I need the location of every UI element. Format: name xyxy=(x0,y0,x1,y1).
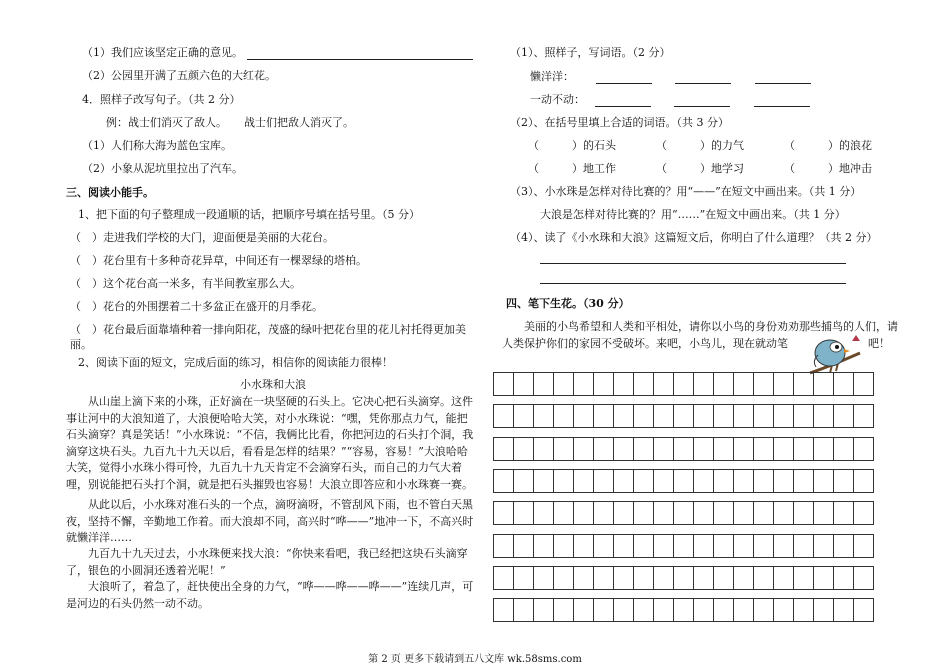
grid-cell[interactable] xyxy=(833,372,854,396)
grid-cell[interactable] xyxy=(753,372,774,396)
grid-cell[interactable] xyxy=(613,372,634,396)
grid-cell[interactable] xyxy=(753,469,774,493)
rewrite-2: （2）小象从泥坑里拉出了汽车。 xyxy=(82,162,243,175)
grid-cell[interactable] xyxy=(593,534,614,558)
grid-cell[interactable] xyxy=(693,437,714,461)
grid-cell[interactable] xyxy=(713,566,734,590)
grid-cell[interactable] xyxy=(693,372,714,396)
grid-cell[interactable] xyxy=(713,534,734,558)
fill-question: （2）、在括号里填上合适的词语。（共 3 分） xyxy=(510,116,729,129)
answer-line[interactable] xyxy=(675,71,731,84)
dotted-question: 大浪是怎样对待比赛的？用“……”在短文中画出来。（共 1 分） xyxy=(540,208,846,221)
grid-cell[interactable] xyxy=(593,598,614,622)
grid-cell[interactable] xyxy=(573,372,594,396)
grid-cell[interactable] xyxy=(673,534,694,558)
grid-cell[interactable] xyxy=(833,469,854,493)
grid-cell[interactable] xyxy=(533,437,554,461)
grid-cell[interactable] xyxy=(753,598,774,622)
grid-cell[interactable] xyxy=(773,534,794,558)
grid-cell[interactable] xyxy=(653,437,674,461)
word-row-2: 一动不动： xyxy=(530,93,810,107)
grid-cell[interactable] xyxy=(653,598,674,622)
grid-cell[interactable] xyxy=(693,598,714,622)
grid-cell[interactable] xyxy=(773,404,794,428)
bird-icon xyxy=(808,333,864,377)
grid-cell[interactable] xyxy=(613,501,634,525)
example-a: 例：战士们消灭了敌人。 xyxy=(106,116,227,129)
question-4: 4．照样子改写句子。（共 2 分） xyxy=(82,93,241,106)
grid-cell[interactable] xyxy=(553,404,574,428)
grid-cell[interactable] xyxy=(853,534,874,558)
grid-cell[interactable] xyxy=(673,404,694,428)
grid-cell[interactable] xyxy=(673,372,694,396)
grid-cell[interactable] xyxy=(593,469,614,493)
grid-cell[interactable] xyxy=(773,437,794,461)
grid-cell[interactable] xyxy=(513,566,534,590)
grid-cell[interactable] xyxy=(813,404,834,428)
word-row-1: 懒洋洋： xyxy=(530,70,811,84)
grid-cell[interactable] xyxy=(813,372,834,396)
answer-line[interactable] xyxy=(595,94,651,107)
grid-cell[interactable] xyxy=(713,404,734,428)
grid-cell[interactable] xyxy=(853,469,874,493)
grid-cell[interactable] xyxy=(853,404,874,428)
grid-cell[interactable] xyxy=(533,534,554,558)
grid-cell[interactable] xyxy=(793,404,814,428)
grid-cell[interactable] xyxy=(513,372,534,396)
grid-cell[interactable] xyxy=(793,566,814,590)
grid-cell[interactable] xyxy=(813,501,834,525)
grid-cell[interactable] xyxy=(673,437,694,461)
grid-cell[interactable] xyxy=(573,566,594,590)
grid-cell[interactable] xyxy=(493,469,514,493)
grid-cell[interactable] xyxy=(513,534,534,558)
grid-cell[interactable] xyxy=(853,566,874,590)
grid-cell[interactable] xyxy=(573,534,594,558)
sentence-1: （1）我们应该坚定正确的意见。 xyxy=(82,46,473,60)
grid-cell[interactable] xyxy=(733,501,754,525)
grid-cell[interactable] xyxy=(553,372,574,396)
grid-cell[interactable] xyxy=(813,534,834,558)
grid-cell[interactable] xyxy=(493,534,514,558)
grid-cell[interactable] xyxy=(693,501,714,525)
grid-cell[interactable] xyxy=(793,598,814,622)
grid-cell[interactable] xyxy=(613,469,634,493)
sentence-2: （2）公园里开满了五颜六色的大红花。 xyxy=(82,69,276,82)
words-question: （1）、照样子，写词语。（2 分） xyxy=(510,46,671,59)
grid-cell[interactable] xyxy=(653,501,674,525)
grid-cell[interactable] xyxy=(533,598,554,622)
grid-cell[interactable] xyxy=(693,566,714,590)
essay-prompt-end: 吧！ xyxy=(868,337,890,350)
grid-cell[interactable] xyxy=(753,404,774,428)
fill-3: （ ）的浪花 xyxy=(784,139,872,152)
grid-cell[interactable] xyxy=(653,404,674,428)
grid-cell[interactable] xyxy=(713,501,734,525)
grid-cell[interactable] xyxy=(613,598,634,622)
order-item-4: （ ）花台的外围摆着二十多盆正在盛开的月季花。 xyxy=(70,300,323,313)
grid-cell[interactable] xyxy=(753,437,774,461)
grid-cell[interactable] xyxy=(553,437,574,461)
grid-cell[interactable] xyxy=(633,469,654,493)
grid-cell[interactable] xyxy=(813,469,834,493)
answer-line[interactable] xyxy=(754,94,810,107)
order-item-2: （ ）花台里有十多种奇花异草，中间还有一棵翠绿的塔柏。 xyxy=(70,254,367,267)
grid-cell[interactable] xyxy=(573,404,594,428)
grid-cell[interactable] xyxy=(853,437,874,461)
answer-line[interactable] xyxy=(596,71,652,84)
grid-cell[interactable] xyxy=(673,598,694,622)
grid-cell[interactable] xyxy=(733,372,754,396)
fill-1: （ ）的石头 xyxy=(528,139,616,152)
grid-cell[interactable] xyxy=(813,598,834,622)
grid-cell[interactable] xyxy=(493,437,514,461)
grid-cell[interactable] xyxy=(833,598,854,622)
grid-cell[interactable] xyxy=(733,566,754,590)
rewrite-1: （1）人们称大海为蓝色宝库。 xyxy=(82,139,232,152)
grid-cell[interactable] xyxy=(633,437,654,461)
grid-cell[interactable] xyxy=(733,404,754,428)
grid-cell[interactable] xyxy=(513,404,534,428)
grid-cell[interactable] xyxy=(593,404,614,428)
grid-cell[interactable] xyxy=(633,598,654,622)
grid-cell[interactable] xyxy=(533,469,554,493)
grid-cell[interactable] xyxy=(493,501,514,525)
reading-question: 2、阅读下面的短文，完成后面的练习，相信你的阅读能力很棒！ xyxy=(78,356,393,369)
grid-cell[interactable] xyxy=(833,534,854,558)
grid-cell[interactable] xyxy=(513,598,534,622)
grid-cell[interactable] xyxy=(633,534,654,558)
grid-cell[interactable] xyxy=(773,598,794,622)
grid-cell[interactable] xyxy=(733,598,754,622)
essay-prompt-1: 美丽的小鸟希望和人类和平相处，请你以小鸟的身份劝劝那些捕鸟的人们，请 xyxy=(524,320,898,333)
grid-cell[interactable] xyxy=(773,372,794,396)
underline-question: （3）、小水珠是怎样对待比赛的？用“——”在短文中画出来。（共 1 分） xyxy=(510,185,862,198)
fill-4: （ ）地工作 xyxy=(528,162,616,175)
grid-cell[interactable] xyxy=(813,566,834,590)
grid-cell[interactable] xyxy=(593,372,614,396)
grid-cell[interactable] xyxy=(793,534,814,558)
grid-cell[interactable] xyxy=(653,566,674,590)
fill-6: （ ）地冲击 xyxy=(784,162,872,175)
grid-cell[interactable] xyxy=(693,404,714,428)
grid-cell[interactable] xyxy=(753,566,774,590)
grid-cell[interactable] xyxy=(633,566,654,590)
grid-cell[interactable] xyxy=(853,372,874,396)
grid-cell[interactable] xyxy=(853,598,874,622)
grid-cell[interactable] xyxy=(553,534,574,558)
story-paragraph-4: 大浪听了，着急了，赶快使出全身的力气，“哗——哗——哗——”连续几声，可是河边的石头仍然一动不动。 xyxy=(66,580,474,610)
grid-cell[interactable] xyxy=(633,372,654,396)
grid-cell[interactable] xyxy=(613,437,634,461)
grid-cell[interactable] xyxy=(573,501,594,525)
order-item-3: （ ）这个花台高一米多，有半间教室那么大。 xyxy=(70,277,301,290)
grid-cell[interactable] xyxy=(553,501,574,525)
grid-cell[interactable] xyxy=(673,469,694,493)
page-footer: 第 2 页 更多下载请到五八文库 wk.58sms.com xyxy=(368,654,582,665)
grid-cell[interactable] xyxy=(553,469,574,493)
grid-cell[interactable] xyxy=(653,534,674,558)
grid-cell[interactable] xyxy=(533,501,554,525)
grid-cell[interactable] xyxy=(713,372,734,396)
grid-cell[interactable] xyxy=(553,566,574,590)
grid-cell[interactable] xyxy=(793,469,814,493)
example-b: 战士们把敌人消灭了。 xyxy=(244,116,354,129)
grid-cell[interactable] xyxy=(713,469,734,493)
grid-cell[interactable] xyxy=(673,501,694,525)
grid-cell[interactable] xyxy=(693,534,714,558)
grid-cell[interactable] xyxy=(593,566,614,590)
grid-cell[interactable] xyxy=(713,437,734,461)
grid-cell[interactable] xyxy=(753,534,774,558)
grid-cell[interactable] xyxy=(773,501,794,525)
grid-cell[interactable] xyxy=(613,404,634,428)
story-title: 小水珠和大浪 xyxy=(240,378,306,391)
answer-line[interactable] xyxy=(540,270,846,284)
grid-cell[interactable] xyxy=(493,566,514,590)
grid-cell[interactable] xyxy=(573,598,594,622)
grid-cell[interactable] xyxy=(493,404,514,428)
lesson-question: （4）、读了《小水珠和大浪》这篇短文后，你明白了什么道理？（共 2 分） xyxy=(510,231,878,244)
story-paragraph-2: 从此以后，小水珠对准石头的一个点，滴呀滴呀，不管刮风下雨，也不管白天黑夜，坚持不懈，辛勤地工作着。而大浪却不同，高兴时“哗——”地冲一下，不高兴时就懒洋洋…… xyxy=(66,498,474,545)
essay-prompt-2: 人类保护你们的家园不受破坏。来吧，小鸟儿，现在就动笔 xyxy=(502,337,788,350)
grid-cell[interactable] xyxy=(833,404,854,428)
grid-cell[interactable] xyxy=(733,534,754,558)
section-4-heading: 四、笔下生花。（30 分） xyxy=(506,297,630,310)
grid-cell[interactable] xyxy=(793,372,814,396)
grid-cell[interactable] xyxy=(553,598,574,622)
grid-cell[interactable] xyxy=(513,501,534,525)
answer-line[interactable] xyxy=(755,71,811,84)
order-item-5-cont: 丽。 xyxy=(70,338,92,351)
grid-cell[interactable] xyxy=(613,566,634,590)
story-paragraph-1: 从山崖上滴下来的小珠，正好滴在一块坚硬的石头上。它决心把石头滴穿。这件事让河中的大浪知道了，大浪便哈哈大笑，对小水珠说：“嘿，凭你那点力气，能把石头滴穿？真是笑话！”小水珠说：“不信，我俩比比看，你把河边的石头打个洞，我滴穿这块石头。九百九十九天以后，看看是怎样的结果？”“容易，容易！”大浪哈哈大笑，觉得小水珠小得可怜，九百九十九天肯定不会滴穿石头，而自己的力气大着哩，别说能把石头打个洞，就是把石头摧毁也容易！大浪立即答应和小水珠赛一赛。 xyxy=(66,395,474,491)
grid-cell[interactable] xyxy=(493,598,514,622)
grid-cell[interactable] xyxy=(813,437,834,461)
fill-5: （ ）地学习 xyxy=(656,162,744,175)
fill-2: （ ）的力气 xyxy=(656,139,744,152)
grid-cell[interactable] xyxy=(833,501,854,525)
answer-line[interactable] xyxy=(674,94,730,107)
grid-cell[interactable] xyxy=(693,469,714,493)
grid-cell[interactable] xyxy=(533,372,554,396)
grid-cell[interactable] xyxy=(493,372,514,396)
grid-cell[interactable] xyxy=(653,469,674,493)
grid-cell[interactable] xyxy=(593,501,614,525)
ordering-question: 1、把下面的句子整理成一段通顺的话，把顺序号填在括号里。（5 分） xyxy=(78,208,420,221)
grid-cell[interactable] xyxy=(613,534,634,558)
grid-cell[interactable] xyxy=(573,469,594,493)
grid-cell[interactable] xyxy=(793,437,814,461)
grid-cell[interactable] xyxy=(653,372,674,396)
grid-cell[interactable] xyxy=(833,437,854,461)
grid-cell[interactable] xyxy=(593,437,614,461)
answer-line[interactable] xyxy=(540,250,846,264)
section-3-heading: 三、阅读小能手。 xyxy=(66,186,154,199)
grid-cell[interactable] xyxy=(633,404,654,428)
grid-cell[interactable] xyxy=(713,598,734,622)
grid-cell[interactable] xyxy=(633,501,654,525)
grid-cell[interactable] xyxy=(773,469,794,493)
grid-cell[interactable] xyxy=(533,404,554,428)
grid-cell[interactable] xyxy=(753,501,774,525)
grid-cell[interactable] xyxy=(513,469,534,493)
grid-cell[interactable] xyxy=(733,437,754,461)
grid-cell[interactable] xyxy=(673,566,694,590)
grid-cell[interactable] xyxy=(533,566,554,590)
grid-cell[interactable] xyxy=(573,437,594,461)
grid-cell[interactable] xyxy=(833,566,854,590)
story-paragraph-3: 九百九十九天过去，小水珠便来找大浪：“你快来看吧，我已经把这块石头滴穿了，银色的小圆洞还透着光呢！” xyxy=(66,547,468,577)
grid-cell[interactable] xyxy=(773,566,794,590)
answer-line[interactable] xyxy=(247,47,473,60)
grid-cell[interactable] xyxy=(733,469,754,493)
grid-cell[interactable] xyxy=(853,501,874,525)
grid-cell[interactable] xyxy=(793,501,814,525)
grid-cell[interactable] xyxy=(513,437,534,461)
order-item-1: （ ）走进我们学校的大门，迎面便是美丽的大花台。 xyxy=(70,231,334,244)
order-item-5: （ ）花台最后面靠墙种着一排向阳花，茂盛的绿叶把花台里的花儿衬托得更加美 xyxy=(70,323,466,336)
